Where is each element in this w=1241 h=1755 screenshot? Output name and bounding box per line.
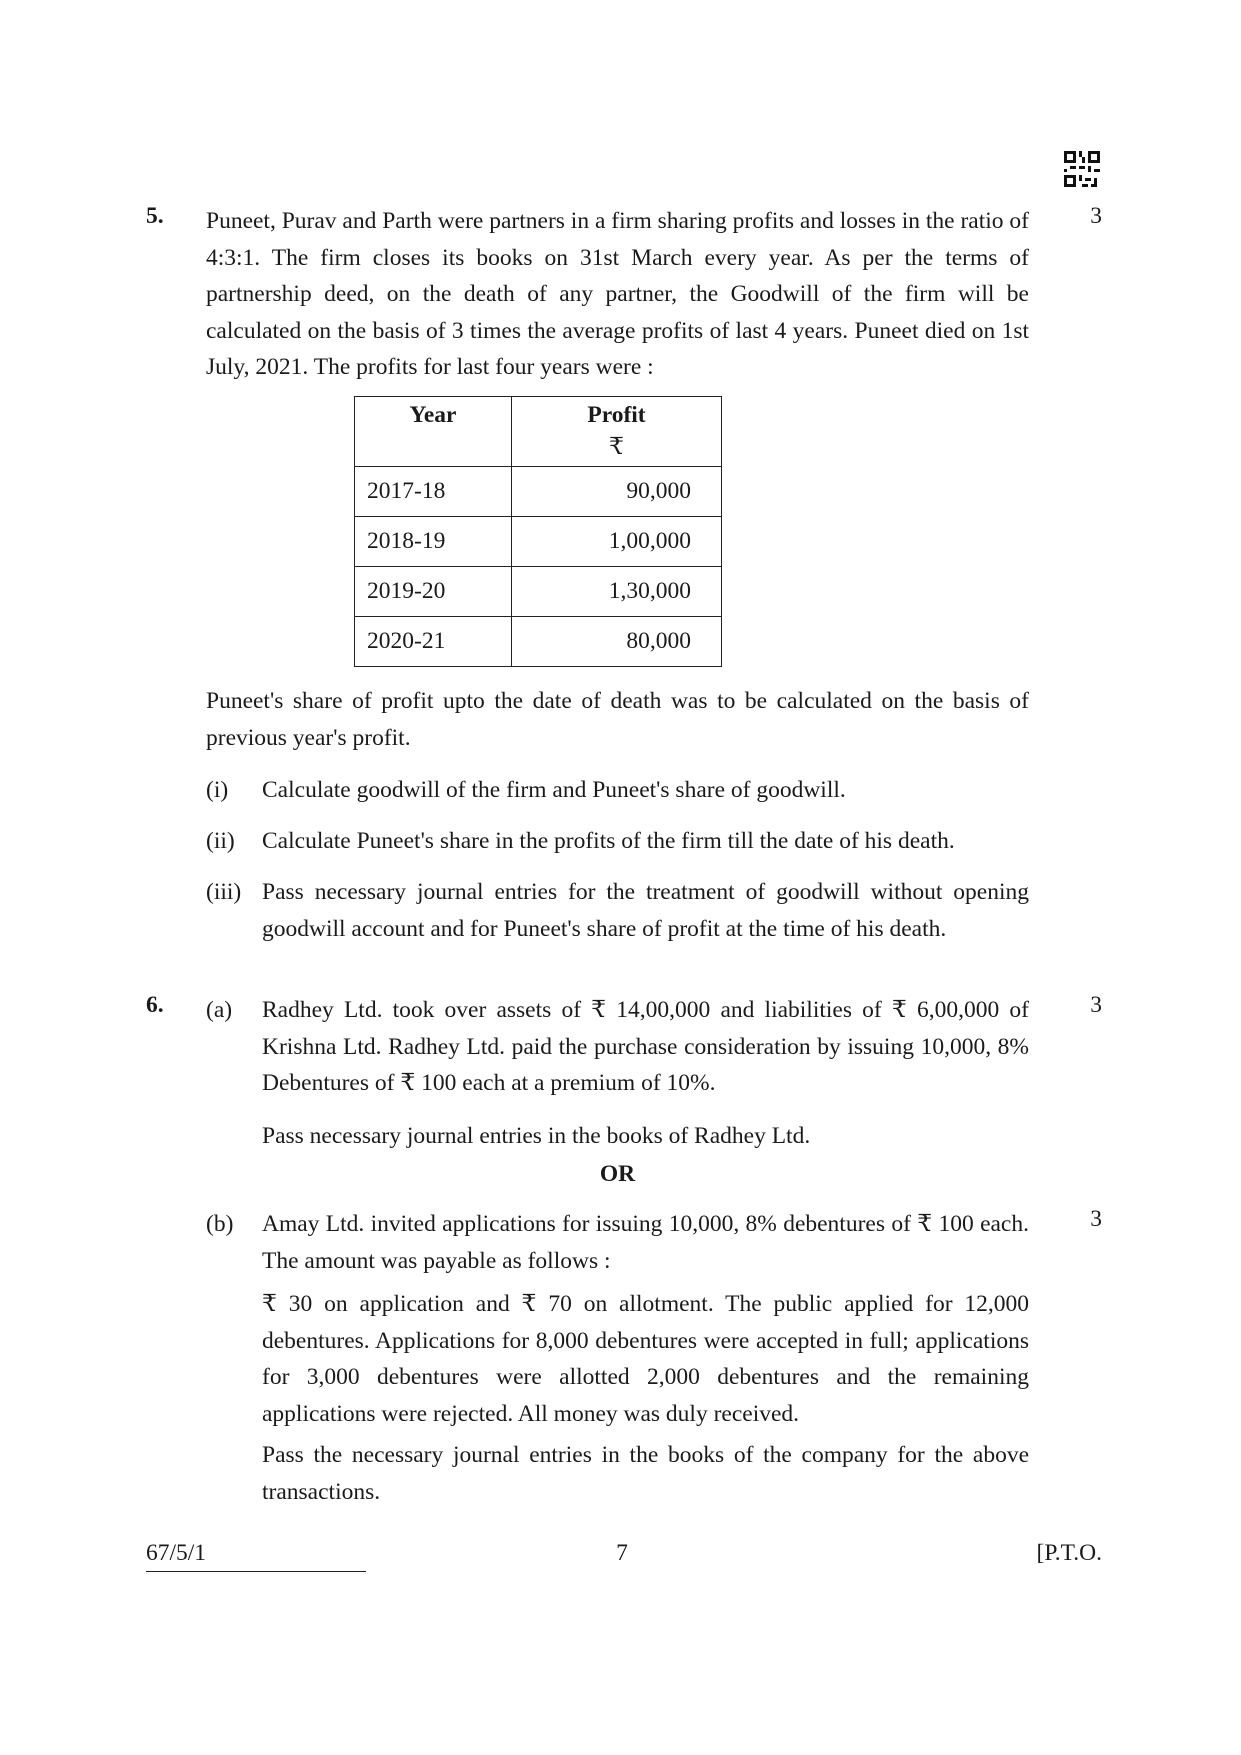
question-5-marks: 3 [1090,203,1102,229]
part-text: Calculate goodwill of the firm and Puneet's share of goodwill. [262,777,846,803]
paper-code: 67/5/1 [146,1540,207,1566]
question-5-note: Puneet's share of profit upto the date of death was to be calculated on the basis of previous year's profit. [206,688,1029,751]
question-6a-marks: 3 [1090,992,1102,1018]
question-6-number: 6. [146,992,164,1018]
table-row [355,467,722,517]
rupee-symbol: ₹ [609,434,624,460]
profit-table [354,396,722,667]
question-6b-marks: 3 [1090,1206,1102,1232]
part-text: Calculate Puneet's share in the profits of the firm till the date of his death. [262,828,955,854]
part-label: (a) [206,997,233,1023]
year-cell: 2019-20 [355,567,512,617]
part-text: Amay Ltd. invited applications for issuing 10,000, 8% debentures of ₹ 100 each. The amount was payable as follows : [262,1211,1029,1274]
footer-divider [146,1571,366,1572]
question-6b-instruction: Pass the necessary journal entries in the books of the company for the above transactions. [262,1442,1029,1505]
profit-header: Profit ₹ [512,397,722,467]
question-5-number: 5. [146,203,164,229]
question-6b [206,1206,1029,1279]
page-number: 7 [616,1540,628,1566]
or-separator: OR [599,1161,636,1187]
question-6a-instruction: Pass necessary journal entries in the books of Radhey Ltd. [262,1123,811,1149]
pto-label: [P.T.O. [1036,1540,1102,1566]
year-cell: 2020-21 [355,617,512,667]
part-text: Pass necessary journal entries for the treatment of goodwill without opening goodwill account and for Puneet's share of profit at the time of his death. [262,879,1029,942]
year-cell: 2017-18 [355,467,512,517]
question-6a [206,992,1029,1102]
profit-cell: 1,00,000 [512,517,722,567]
profit-cell: 90,000 [512,467,722,517]
year-cell: 2018-19 [355,517,512,567]
question-5-part-i [206,772,1029,809]
part-label: (iii) [206,879,242,905]
qr-code-icon [1064,151,1100,187]
part-label: (b) [206,1211,234,1237]
part-label: (ii) [206,828,235,854]
profit-table-header [355,397,722,467]
question-5-intro: Puneet, Purav and Parth were partners in a firm sharing profits and losses in the ratio of 4:3:1. The firm closes its books on 31st March every year. As per the terms of partnership deed, on the death of any partner, the Goodwill of the firm will be calculated on the basis of 3 times the average profits of last 4 years. Puneet died on 1st July, 2021. The profits for last four years were : [206,208,1029,380]
question-5-part-iii [206,874,1029,947]
part-label: (i) [206,777,229,803]
profit-cell: 1,30,000 [512,567,722,617]
question-5-part-ii [206,823,1029,860]
profit-cell: 80,000 [512,617,722,667]
table-row [355,617,722,667]
question-6b-detail: ₹ 30 on application and ₹ 70 on allotment. The public applied for 12,000 debentures. Applications for 8,000 debentures were accepted in full; applications for 3,000 debentures were allotted 2,000 debentures and the remaining applications were rejected. All money was duly received. [262,1291,1029,1427]
year-header: Year [355,397,512,467]
table-row [355,517,722,567]
table-row [355,567,722,617]
part-text: Radhey Ltd. took over assets of ₹ 14,00,000 and liabilities of ₹ 6,00,000 of Krishna Ltd. Radhey Ltd. paid the purchase consideration by issuing 10,000, 8% Debentures of ₹ 100 each at a premium of 10%. [262,997,1029,1096]
